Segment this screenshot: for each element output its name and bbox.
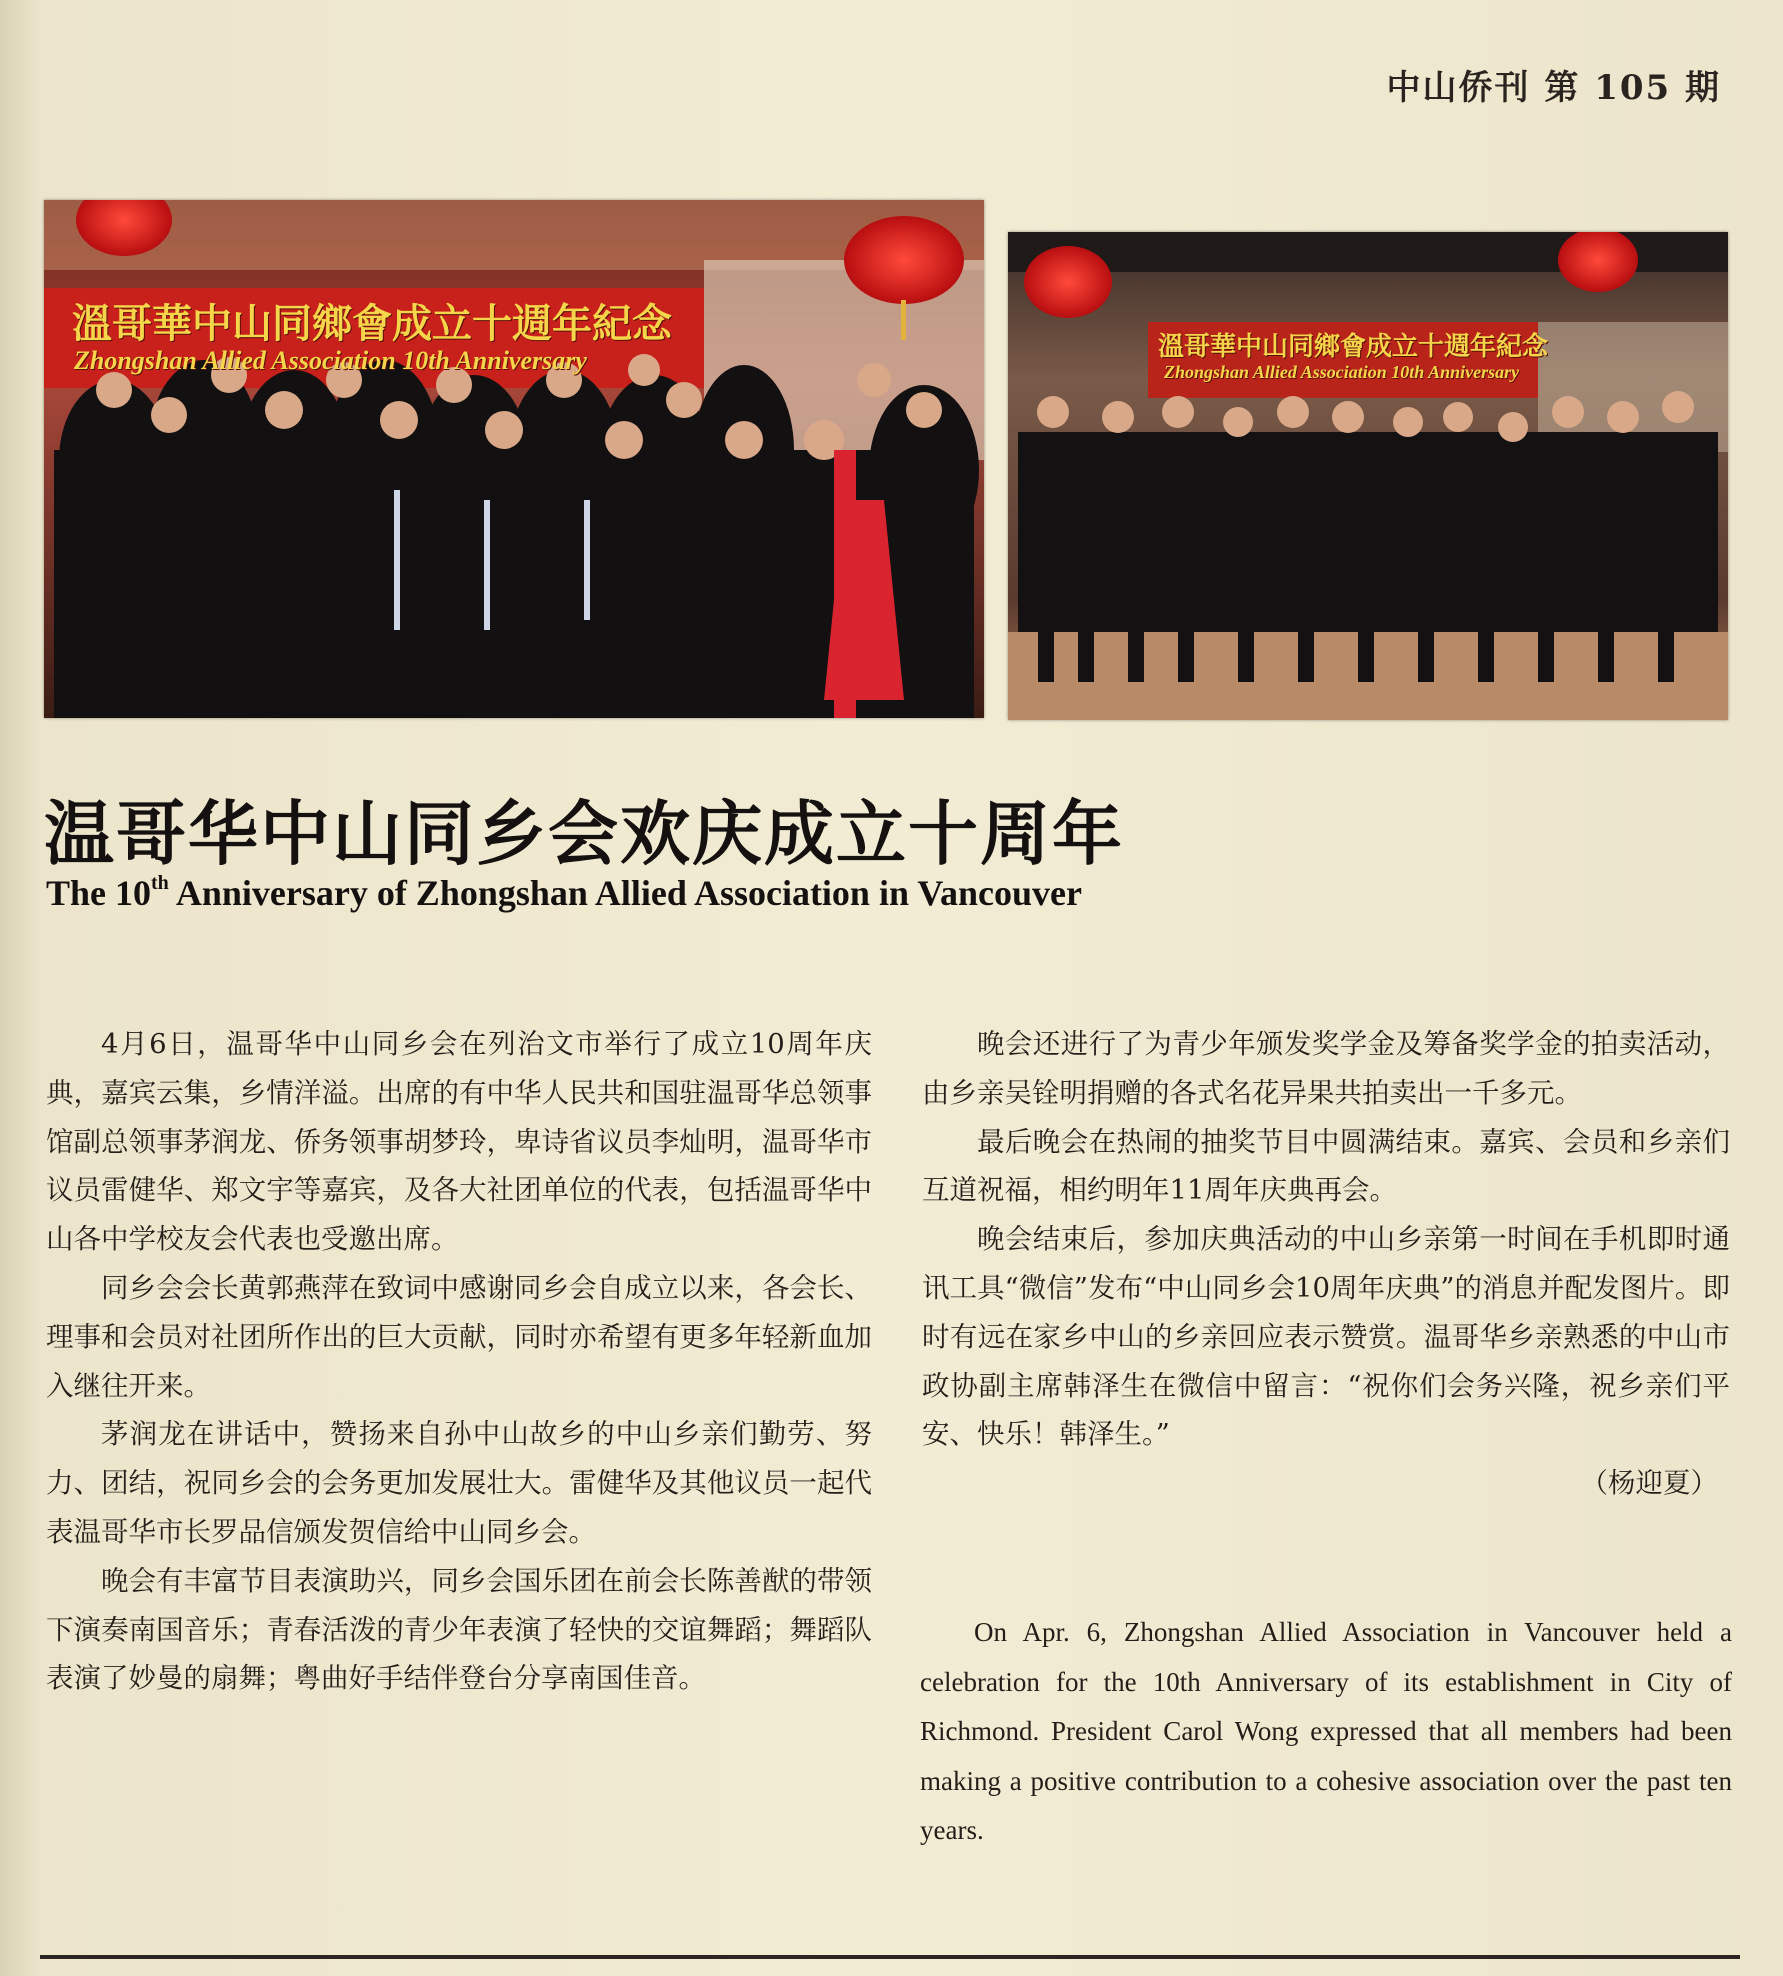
photo-group-standing-image — [1008, 232, 1728, 720]
article-column-right — [922, 1020, 1730, 1508]
magazine-issue-header: 中山侨刊 第 105 期 — [1386, 68, 1721, 108]
photo-right-banner-english: Zhongshan Allied Association 10th Anniversary — [1164, 362, 1520, 382]
photo-group-standing — [1008, 232, 1728, 720]
article-title-english — [46, 872, 1082, 914]
article-author: （杨迎夏） — [1580, 1467, 1718, 1500]
article-column-left — [46, 1020, 872, 1703]
article-title-chinese: 温哥华中山同乡会欢庆成立十周年 — [44, 793, 1124, 875]
photo-left-banner-english: Zhongshan Allied Association 10th Anniversary — [74, 346, 587, 375]
title-en-prefix: The 10 — [46, 873, 152, 913]
article-paragraph: 4月6日，温哥华中山同乡会在列治文市举行了成立10周年庆典，嘉宾云集，乡情洋溢。出席的有中华人民共和国驻温哥华总领事馆副总领事茅润龙、侨务领事胡梦玲，卑诗省议员李灿明，温哥华市议员雷健华、郑文宇等嘉宾，及各大社团单位的代表，包括温哥华中山各中学校友会代表也受邀出席。 — [46, 1028, 872, 1256]
photo-right-banner-chinese: 溫哥華中山同鄉會成立十週年紀念 — [1158, 332, 1549, 362]
article-paragraph: 晚会结束后，参加庆典活动的中山乡亲第一时间在手机即时通讯工具“微信”发布“中山同乡会10周年庆典”的消息并配发图片。即时有远在家乡中山的乡亲回应表示赞赏。温哥华乡亲熟悉的中山市政协副主席韩泽生在微信中留言：“祝你们会务兴隆，祝乡亲们平安、快乐！韩泽生。” — [922, 1223, 1730, 1451]
article-paragraph: 茅润龙在讲话中，赞扬来自孙中山故乡的中山乡亲们勤劳、努力、团结，祝同乡会的会务更加发展壮大。雷健华及其他议员一起代表温哥华市长罗品信颁发贺信给中山同乡会。 — [46, 1418, 872, 1548]
title-en-superscript: th — [151, 872, 169, 894]
article-paragraph: 晚会有丰富节目表演助兴，同乡会国乐团在前会长陈善猷的带领下演奏南国音乐；青春活泼的青少年表演了轻快的交谊舞蹈；舞蹈队表演了妙曼的扇舞；粤曲好手结伴登台分享南国佳音。 — [46, 1564, 872, 1695]
title-en-suffix: Anniversary of Zhongshan Allied Association in Vancouver — [168, 873, 1082, 913]
article-paragraph: 同乡会会长黄郭燕萍在致词中感谢同乡会自成立以来，各会长、理事和会员对社团所作出的巨大贡献，同时亦希望有更多年轻新血加入继往开来。 — [46, 1271, 872, 1402]
photo-group-toast-image — [44, 200, 984, 718]
photo-group-toast — [44, 200, 984, 718]
article-paragraph: 晚会还进行了为青少年颁发奖学金及筹备奖学金的拍卖活动，由乡亲吴铨明捐赠的各式名花异果共拍卖出一千多元。 — [922, 1028, 1730, 1109]
bottom-divider — [40, 1955, 1740, 1959]
english-summary: On Apr. 6, Zhongshan Allied Association in Vancouver held a celebration for the 10th Anniversary of its establishment in City of Richmond. President Carol Wong expressed that all members had been making a positive contribution to a cohesive association over the past ten years. — [920, 1617, 1732, 1845]
photo-left-banner-chinese: 溫哥華中山同鄉會成立十週年紀念 — [72, 300, 672, 347]
article-paragraph: 最后晚会在热闹的抽奖节目中圆满结束。嘉宾、会员和乡亲们互道祝福，相约明年11周年庆典再会。 — [922, 1125, 1730, 1207]
